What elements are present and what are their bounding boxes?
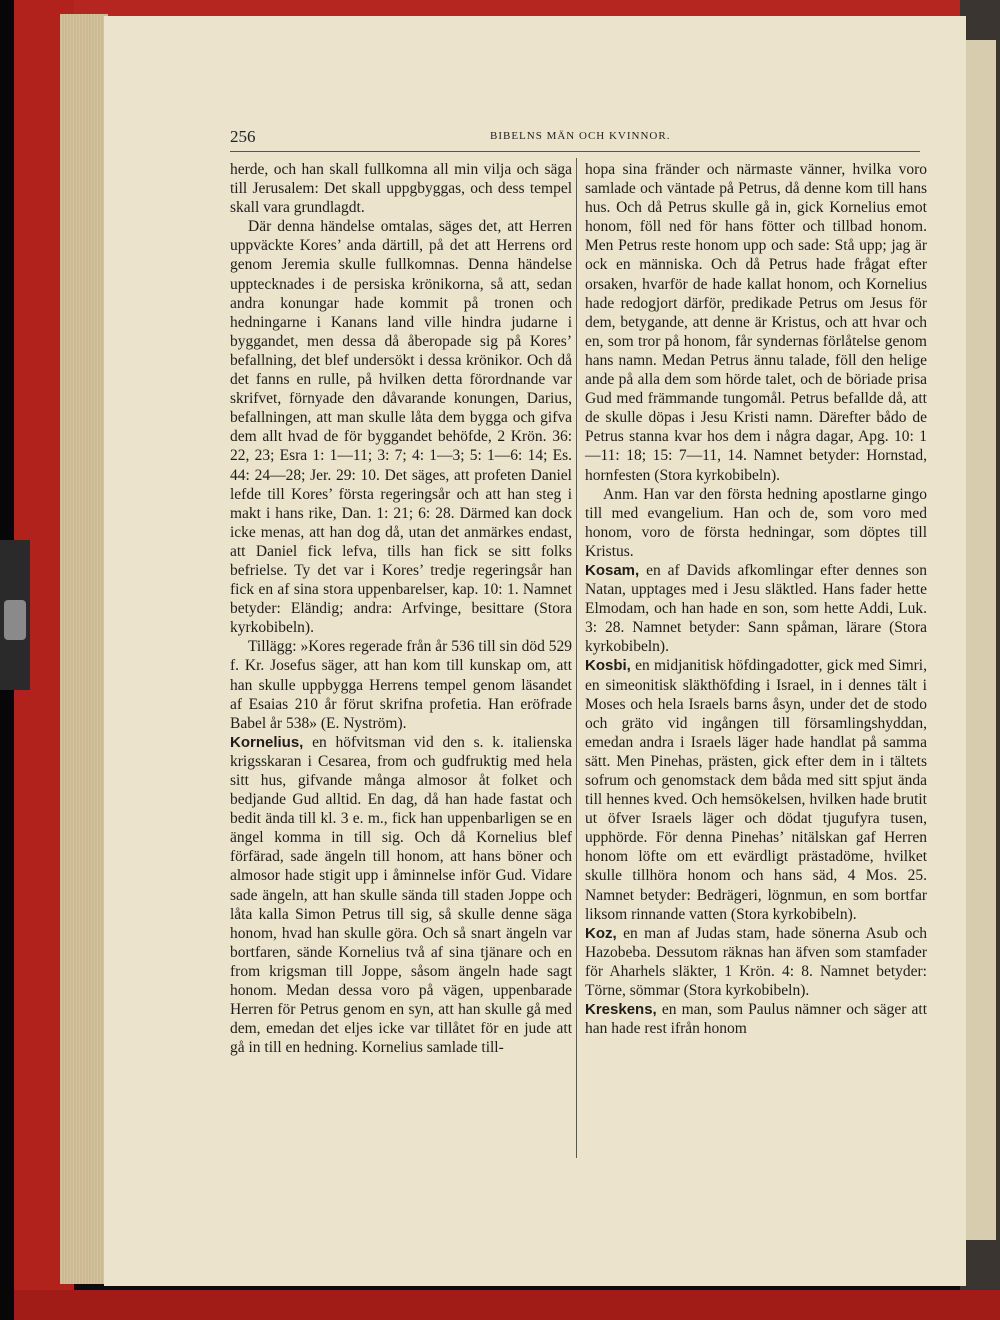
paragraph	[585, 160, 927, 485]
paragraph-text: Tillägg: »Kores regerade från år 536 till sin död 529 f. Kr. Josefus säger, att han kom till kunskap om, att han skulle uppbygga Herrens tempel genom läsandet af Esaias 210 år förut skrifna profetia. Han eröfrade Babel år 538» (E. Nyström).	[230, 638, 572, 732]
entry-headword: Kosbi,	[585, 657, 631, 675]
entry-headword: Kreskens,	[585, 1001, 657, 1019]
paragraph-text: Anm. Han var den första hedning apostlarne gingo till med evangelium. Han och de, som voro med honom, voro de första hedningar, som döptes till Kristus.	[585, 485, 927, 560]
paragraph-text: en midjanitisk höfdingadotter, gick med Simri, en simeonitisk släkthöfding i Israel, in i dennes tält i Moses och hela Israels barns åsyn, under det de stodo och gräto vid ingången till församlingshyddan, emedan andra i Israels läger hade handlat på samma sätt. Men Pinehas, prästen, gick efter dem in i tältets sofrum och genomstack dem båda med sitt spjut ända till hennes kved. Och hemsökelsen, hvilken hade brutit ut öfver Israels läger och dödat tjugufyra tusen, upphörde. För denna Pinehas’ nitälskan gaf Herren honom löfte om ett evärdligt prästadöme, hvilket skulle tillhöra honom och hans säd, 4 Mos. 25. Namnet betyder: Bedrägeri, lögnmun, en som bortfar liksom rinnande vatten (Stora kyrkobibeln).	[585, 657, 927, 923]
running-head: BIBELNS MÄN OCH KVINNOR.	[490, 130, 671, 142]
page-number: 256	[230, 127, 256, 146]
paragraph-text: en af Davids afkomlingar efter dennes son Natan, upptages med i Jesu släktled. Hans fader hette Elmodam, och han hade en son, som hette Addi, Luk. 3: 28. Namnet betyder: Sann spåman, lärare (Stora kyrkobibeln).	[585, 561, 927, 656]
book-cover-bottom	[14, 1290, 1000, 1320]
next-page-strip	[966, 40, 996, 1240]
book-cover-top	[14, 0, 1000, 16]
page-header	[230, 127, 920, 152]
paragraph	[230, 733, 572, 1058]
paragraph	[585, 656, 927, 923]
entry-headword: Koz,	[585, 924, 617, 942]
paragraph-text: Där denna händelse omtalas, säges det, att Herren uppväckte Kores’ anda därtill, på det att Herrens ord genom Jeremia skulle fullkomnas. Denna händelse upptecknades i de persiska krönikorna, så att, sedan andra konungar hade kommit på tronen och hedningarne i Kanans land ville hindra judarne i byggandet, men dessa då åberopade sig på Kores’ befallning, det blef undersökt i dessa krönikor. Och då det fanns en rulle, på hvilken detta förordnande var skrifvet, förnyade den dåvarande konungen, Darius, befallningen, att man skulle låta dem bygga och gifva dem allt hvad de för byggandet behöfde, 2 Krön. 36: 22, 23; Esra 1: 1—11; 3: 7; 4: 1—3; 5: 1—6: 14; Es. 44: 24—28; Jer. 29: 10. Det säges, att profeten Daniel lefde till Kores’ första regeringsår och att han steg i makt i hans rike, Dan. 1: 21; 6: 28. Därmed kan dock icke menas, att han dog då, utan det anmärkes endast, att Daniel fick lefva, tills han fick se sitt folks befrielse. Ty det var i Kores’ tredje regeringsår han fick en af sina stora uppenbarelser, kap. 10: 1. Namnet betyder: Eländig; andra: Arfvinge, besittare (Stora kyrkobibeln).	[230, 218, 572, 637]
entry-headword: Kornelius,	[230, 733, 304, 751]
paragraph	[230, 160, 572, 217]
left-column	[230, 160, 572, 1057]
paragraph-text: herde, och han skall fullkomna all min vilja och säga till Jerusalem: Det skall uppgbyggas, och dess tempel skall vara grundlagdt.	[230, 161, 572, 217]
paragraph	[585, 1000, 927, 1038]
paragraph-text: en man af Judas stam, hade sönerna Asub och Hazobeba. Dessutom räknas han äfven som stamfader för Aharhels släkter, 1 Krön. 4: 8. Namnet betyder: Törne, sömmar (Stora kyrkobibeln).	[585, 924, 927, 1000]
paragraph-text: hopa sina fränder och närmaste vänner, hvilka voro samlade och väntade på Petrus, då denne kom till hans hus. Och då Petrus skulle gå in, gick Kornelius emot honom, föll ned för hans fötter och tillbad honom. Men Petrus reste honom upp och sade: Stå upp; jag är ock en människa. Och då Petrus hade frågat efter orsaken, hvarför de hade kallat honom, och Kornelius hade redogjort därför, predikade Petrus om Jesus för dem, betygande, att denne är Kristus, och att hvar och en, som tror på honom, får syndernas förlåtelse genom hans namn. Medan Petrus ännu talade, föll den helige ande på alla dem som hörde talet, och de böriade prisa Gud med främmande tungomål. Petrus befallde då, att de skulle döpas i Jesu Kristi namn. Därefter bådo de Petrus stanna kvar hos dem i några dagar, Apg. 10: 1—11: 18; 15: 7—11, 14. Namnet betyder: Hornstad, hornfesten (Stora kyrkobibeln).	[585, 161, 927, 484]
paragraph-text: en man, som Paulus nämner och säger att han hade rest ifrån honom	[585, 1001, 927, 1038]
entry-headword: Kosam,	[585, 561, 640, 579]
clip-metal	[4, 600, 26, 640]
column-divider	[576, 158, 577, 1158]
paragraph-text: en höfvitsman vid den s. k. italienska krigsskaran i Cesarea, from och gudfruktig med hela sitt hus, gifvande många almosor åt folket och bedjande Gud alltid. En dag, då han hade fastat och bedit ända till kl. 3 e. m., fick han uppenbarligen se en ängel komma in till sig. Och då Kornelius blef förfärad, sade ängeln till honom, att hans böner och almosor hade stigit upp i åminnelse inför Gud. Vidare sade ängeln, att han skulle sända till staden Joppe och låta kalla Simon Petrus till sig, så skulle denne säga honom, hvad han skulle göra. Och så snart ängeln var bortfaren, sände Kornelius två af sina tjänare och en from krigsman till Joppe, såsom ängeln hade sagt honom. Medan dessa voro på vägen, uppenbarade Herren för Petrus genom en syn, att han skulle gå med dem, emedan det eljes icke var tillåtet för en jude att gå in till en hedning. Kornelius samlade till-	[230, 733, 572, 1057]
right-column	[585, 160, 927, 1038]
page-edges	[60, 14, 108, 1284]
paragraph	[585, 485, 927, 561]
paragraph	[230, 217, 572, 637]
paragraph	[230, 637, 572, 732]
paragraph	[585, 561, 927, 656]
paragraph	[585, 924, 927, 1000]
